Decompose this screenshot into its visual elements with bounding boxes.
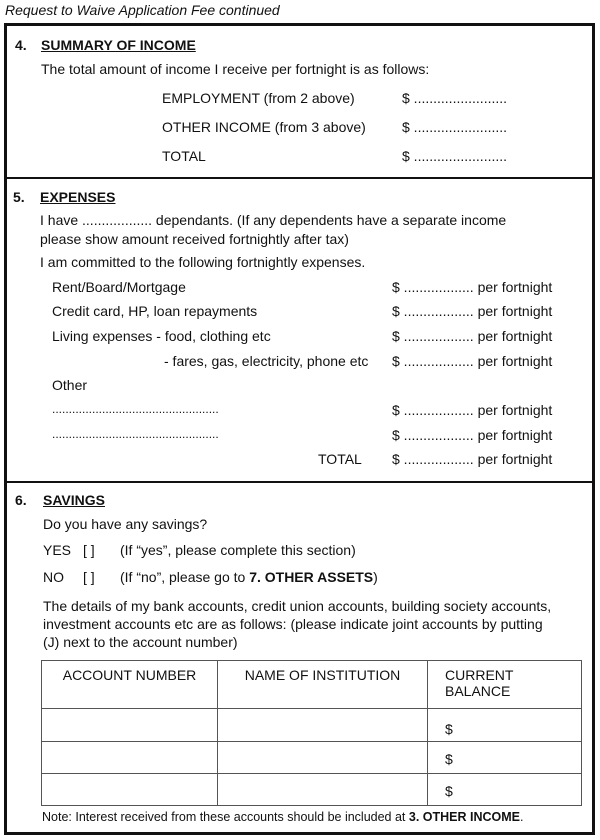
- section-title: EXPENSES: [40, 189, 116, 205]
- yes-label: YES: [43, 542, 72, 558]
- section-intro: The total amount of income I receive per fortnight is as follows:: [41, 61, 430, 77]
- income-field-employment[interactable]: $ ........................: [402, 90, 508, 106]
- table-row: [42, 774, 582, 806]
- section-divider: [4, 481, 595, 483]
- cell-balance[interactable]: $: [428, 742, 582, 774]
- expense-label-credit: Credit card, HP, loan repayments: [52, 303, 258, 319]
- section-number: 6.: [15, 492, 27, 508]
- cell-institution[interactable]: [218, 742, 428, 774]
- section-number: 5.: [13, 189, 25, 205]
- no-checkbox[interactable]: [ ]: [83, 569, 95, 585]
- yes-checkbox[interactable]: [ ]: [83, 542, 95, 558]
- dependants-line-2: please show amount received fortnightly after tax): [40, 231, 349, 247]
- savings-table: [41, 660, 582, 806]
- no-hint: [120, 569, 378, 585]
- expense-label-living-utilities: - fares, gas, electricity, phone etc: [164, 353, 369, 369]
- table-row: [42, 709, 582, 742]
- expense-total-label: TOTAL: [318, 451, 362, 467]
- section-divider: [4, 177, 595, 179]
- table-row: [42, 742, 582, 774]
- expense-other-description-1[interactable]: ..................................................: [52, 402, 219, 416]
- expense-total-field[interactable]: $ .................. per fortnight: [392, 451, 553, 467]
- income-label-total: TOTAL: [162, 148, 206, 164]
- savings-question: Do you have any savings?: [43, 516, 208, 532]
- header-institution: NAME OF INSTITUTION: [218, 661, 428, 709]
- income-field-total[interactable]: $ ........................: [402, 148, 508, 164]
- no-label: NO: [43, 569, 64, 585]
- income-label-employment: EMPLOYMENT (from 2 above): [162, 90, 355, 106]
- no-hint-close: ): [373, 569, 378, 585]
- section-title: SAVINGS: [43, 492, 105, 508]
- cell-institution[interactable]: [218, 774, 428, 806]
- expense-field-credit[interactable]: $ .................. per fortnight: [392, 303, 553, 319]
- cell-balance[interactable]: $: [428, 774, 582, 806]
- no-hint-bold: 7. OTHER ASSETS: [249, 569, 374, 585]
- expense-label-living-food: Living expenses - food, clothing etc: [52, 328, 271, 344]
- section-number: 4.: [15, 37, 27, 53]
- details-line-2: investment accounts etc are as follows: (please indicate joint accounts by putting: [43, 616, 543, 632]
- cell-institution[interactable]: [218, 709, 428, 742]
- expense-field-other-1[interactable]: $ .................. per fortnight: [392, 402, 553, 418]
- expense-label-rent: Rent/Board/Mortgage: [52, 279, 186, 295]
- section-title: SUMMARY OF INCOME: [41, 37, 196, 53]
- no-hint-text: (If “no”, please go to: [120, 569, 250, 585]
- cell-account-number[interactable]: [42, 774, 218, 806]
- note-text: Note: Interest received from these accounts should be included at: [42, 810, 409, 824]
- table-header-row: [42, 661, 582, 709]
- expense-field-living-utilities[interactable]: $ .................. per fortnight: [392, 353, 553, 369]
- header-current: CURRENT: [445, 667, 514, 683]
- expense-other-label: Other: [52, 377, 88, 393]
- details-line-1: The details of my bank accounts, credit union accounts, building society accounts,: [43, 598, 552, 614]
- cell-balance[interactable]: $: [428, 709, 582, 742]
- page-header-title: Request to Waive Application Fee continued: [5, 2, 280, 18]
- income-field-other[interactable]: $ ........................: [402, 119, 508, 135]
- savings-note: [42, 810, 524, 824]
- yes-hint: (If “yes”, please complete this section): [120, 542, 356, 558]
- dependants-line-1[interactable]: I have .................. dependants. (If any dependents have a separate income: [40, 212, 507, 228]
- expense-field-rent[interactable]: $ .................. per fortnight: [392, 279, 553, 295]
- expense-field-other-2[interactable]: $ .................. per fortnight: [392, 427, 553, 443]
- committed-text: I am committed to the following fortnightly expenses.: [40, 254, 366, 270]
- cell-account-number[interactable]: [42, 742, 218, 774]
- header-account-number: ACCOUNT NUMBER: [42, 661, 218, 709]
- header-current-balance: [428, 661, 582, 709]
- expense-other-description-2[interactable]: ..................................................: [52, 427, 219, 441]
- expense-field-living-food[interactable]: $ .................. per fortnight: [392, 328, 553, 344]
- details-line-3: (J) next to the account number): [43, 634, 238, 650]
- cell-account-number[interactable]: [42, 709, 218, 742]
- income-label-other: OTHER INCOME (from 3 above): [162, 119, 366, 135]
- header-balance: BALANCE: [445, 683, 511, 699]
- note-bold-ref: 3. OTHER INCOME: [408, 810, 521, 824]
- note-period: .: [520, 810, 524, 824]
